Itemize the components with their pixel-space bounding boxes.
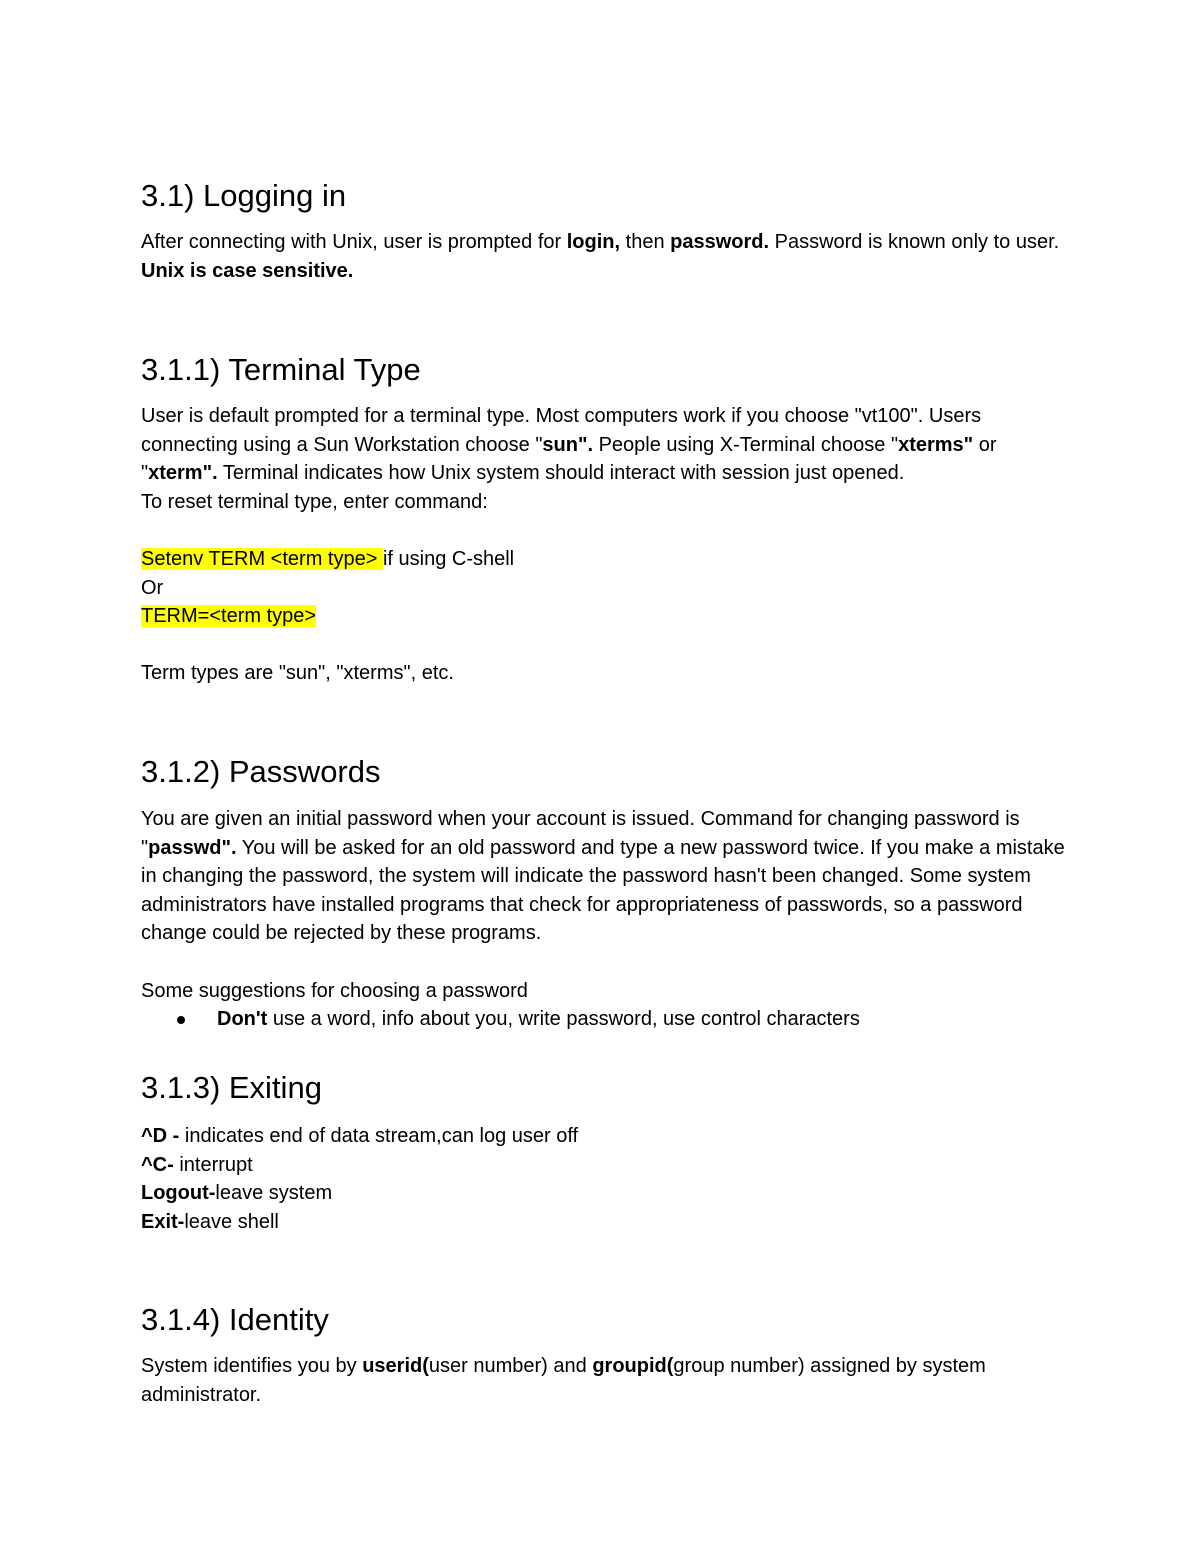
bold-passwd: passwd".: [148, 836, 237, 859]
text: You are given an initial password when your account is issued. Command for changing password is ": [141, 808, 1020, 859]
bold-password: password.: [670, 231, 770, 253]
heading-passwords: 3.1.2) Passwords: [141, 754, 381, 789]
suggestions-intro: Some suggestions for choosing a password: [141, 980, 528, 1002]
paragraph-terminal-type: [141, 402, 1071, 516]
command-desc: leave shell: [184, 1210, 279, 1233]
exit-command-row: [141, 1179, 1071, 1208]
heading-identity: 3.1.4) Identity: [141, 1302, 329, 1337]
heading-terminal-type: 3.1.1) Terminal Type: [141, 352, 421, 387]
exit-command-row: [141, 1151, 1071, 1180]
text: or ": [141, 433, 997, 484]
bold-dont: Don't: [217, 1008, 268, 1030]
text: use a word, info about you, write password, use control characters: [267, 1008, 860, 1030]
or-label: Or: [141, 576, 164, 599]
text: Password is known only to user.: [769, 231, 1060, 253]
command-term-line: [141, 602, 1071, 631]
bold-case-sensitive: Unix is case sensitive.: [141, 259, 354, 282]
text: You will be asked for an old password and type a new password twice. If you make a mistake in changing the password, the system will indicate the password hasn't been changed. Some system administrators have installed programs that check for appropriateness of passwords, so a password change could be rejected by these programs.: [141, 836, 1065, 944]
bullet-icon: [177, 1016, 185, 1024]
term-types-text: Term types are "sun", "xterms", etc.: [141, 662, 454, 684]
text: user number) and: [428, 1355, 593, 1377]
list-item: [141, 1005, 1071, 1034]
exit-commands: [141, 1122, 1071, 1236]
command-key: ^D -: [141, 1125, 185, 1147]
text: if using C-shell: [382, 548, 515, 570]
exit-command-row: [141, 1122, 1071, 1151]
command-key: ^C-: [141, 1153, 180, 1176]
command-term: TERM=<term type>: [141, 605, 317, 627]
text: User is default prompted for a terminal type. Most computers work if you choose "vt100". Users connecting using a Sun Workstation choose ": [141, 405, 982, 456]
command-key: Exit-: [141, 1210, 185, 1233]
heading-exiting: 3.1.3) Exiting: [141, 1070, 322, 1105]
text: After connecting with Unix, user is prompted for: [141, 231, 567, 253]
text: System identifies you by: [141, 1355, 363, 1377]
paragraph-passwords: [141, 805, 1071, 948]
paragraph-logging-in: [141, 228, 1071, 285]
bold-xterms: xterms": [898, 433, 974, 456]
command-desc: interrupt: [179, 1153, 253, 1176]
command-setenv: Setenv TERM <term type>: [141, 548, 383, 570]
bold-xterm: xterm".: [148, 462, 218, 484]
paragraph-identity: [141, 1352, 1071, 1409]
bold-login: login,: [566, 231, 621, 253]
bold-userid: userid(: [362, 1355, 429, 1377]
text: group number) assigned by system administrator.: [141, 1355, 986, 1406]
reset-instruction: To reset terminal type, enter command:: [141, 490, 488, 513]
heading-logging-in: 3.1) Logging in: [141, 178, 347, 213]
text: Terminal indicates how Unix system should interact with session just opened.: [217, 462, 905, 484]
exit-command-row: [141, 1208, 1071, 1237]
command-desc: leave system: [215, 1182, 333, 1204]
command-setenv-line: [141, 545, 1071, 574]
bold-groupid: groupid(: [592, 1355, 674, 1377]
command-desc: indicates end of data stream,can log user off: [184, 1125, 579, 1147]
command-key: Logout-: [141, 1182, 216, 1204]
bold-sun: sun".: [542, 433, 594, 456]
text: People using X-Terminal choose ": [593, 433, 899, 456]
suggestions-list: [141, 1005, 1071, 1034]
command-block: [141, 545, 1071, 631]
text: then: [620, 231, 671, 253]
